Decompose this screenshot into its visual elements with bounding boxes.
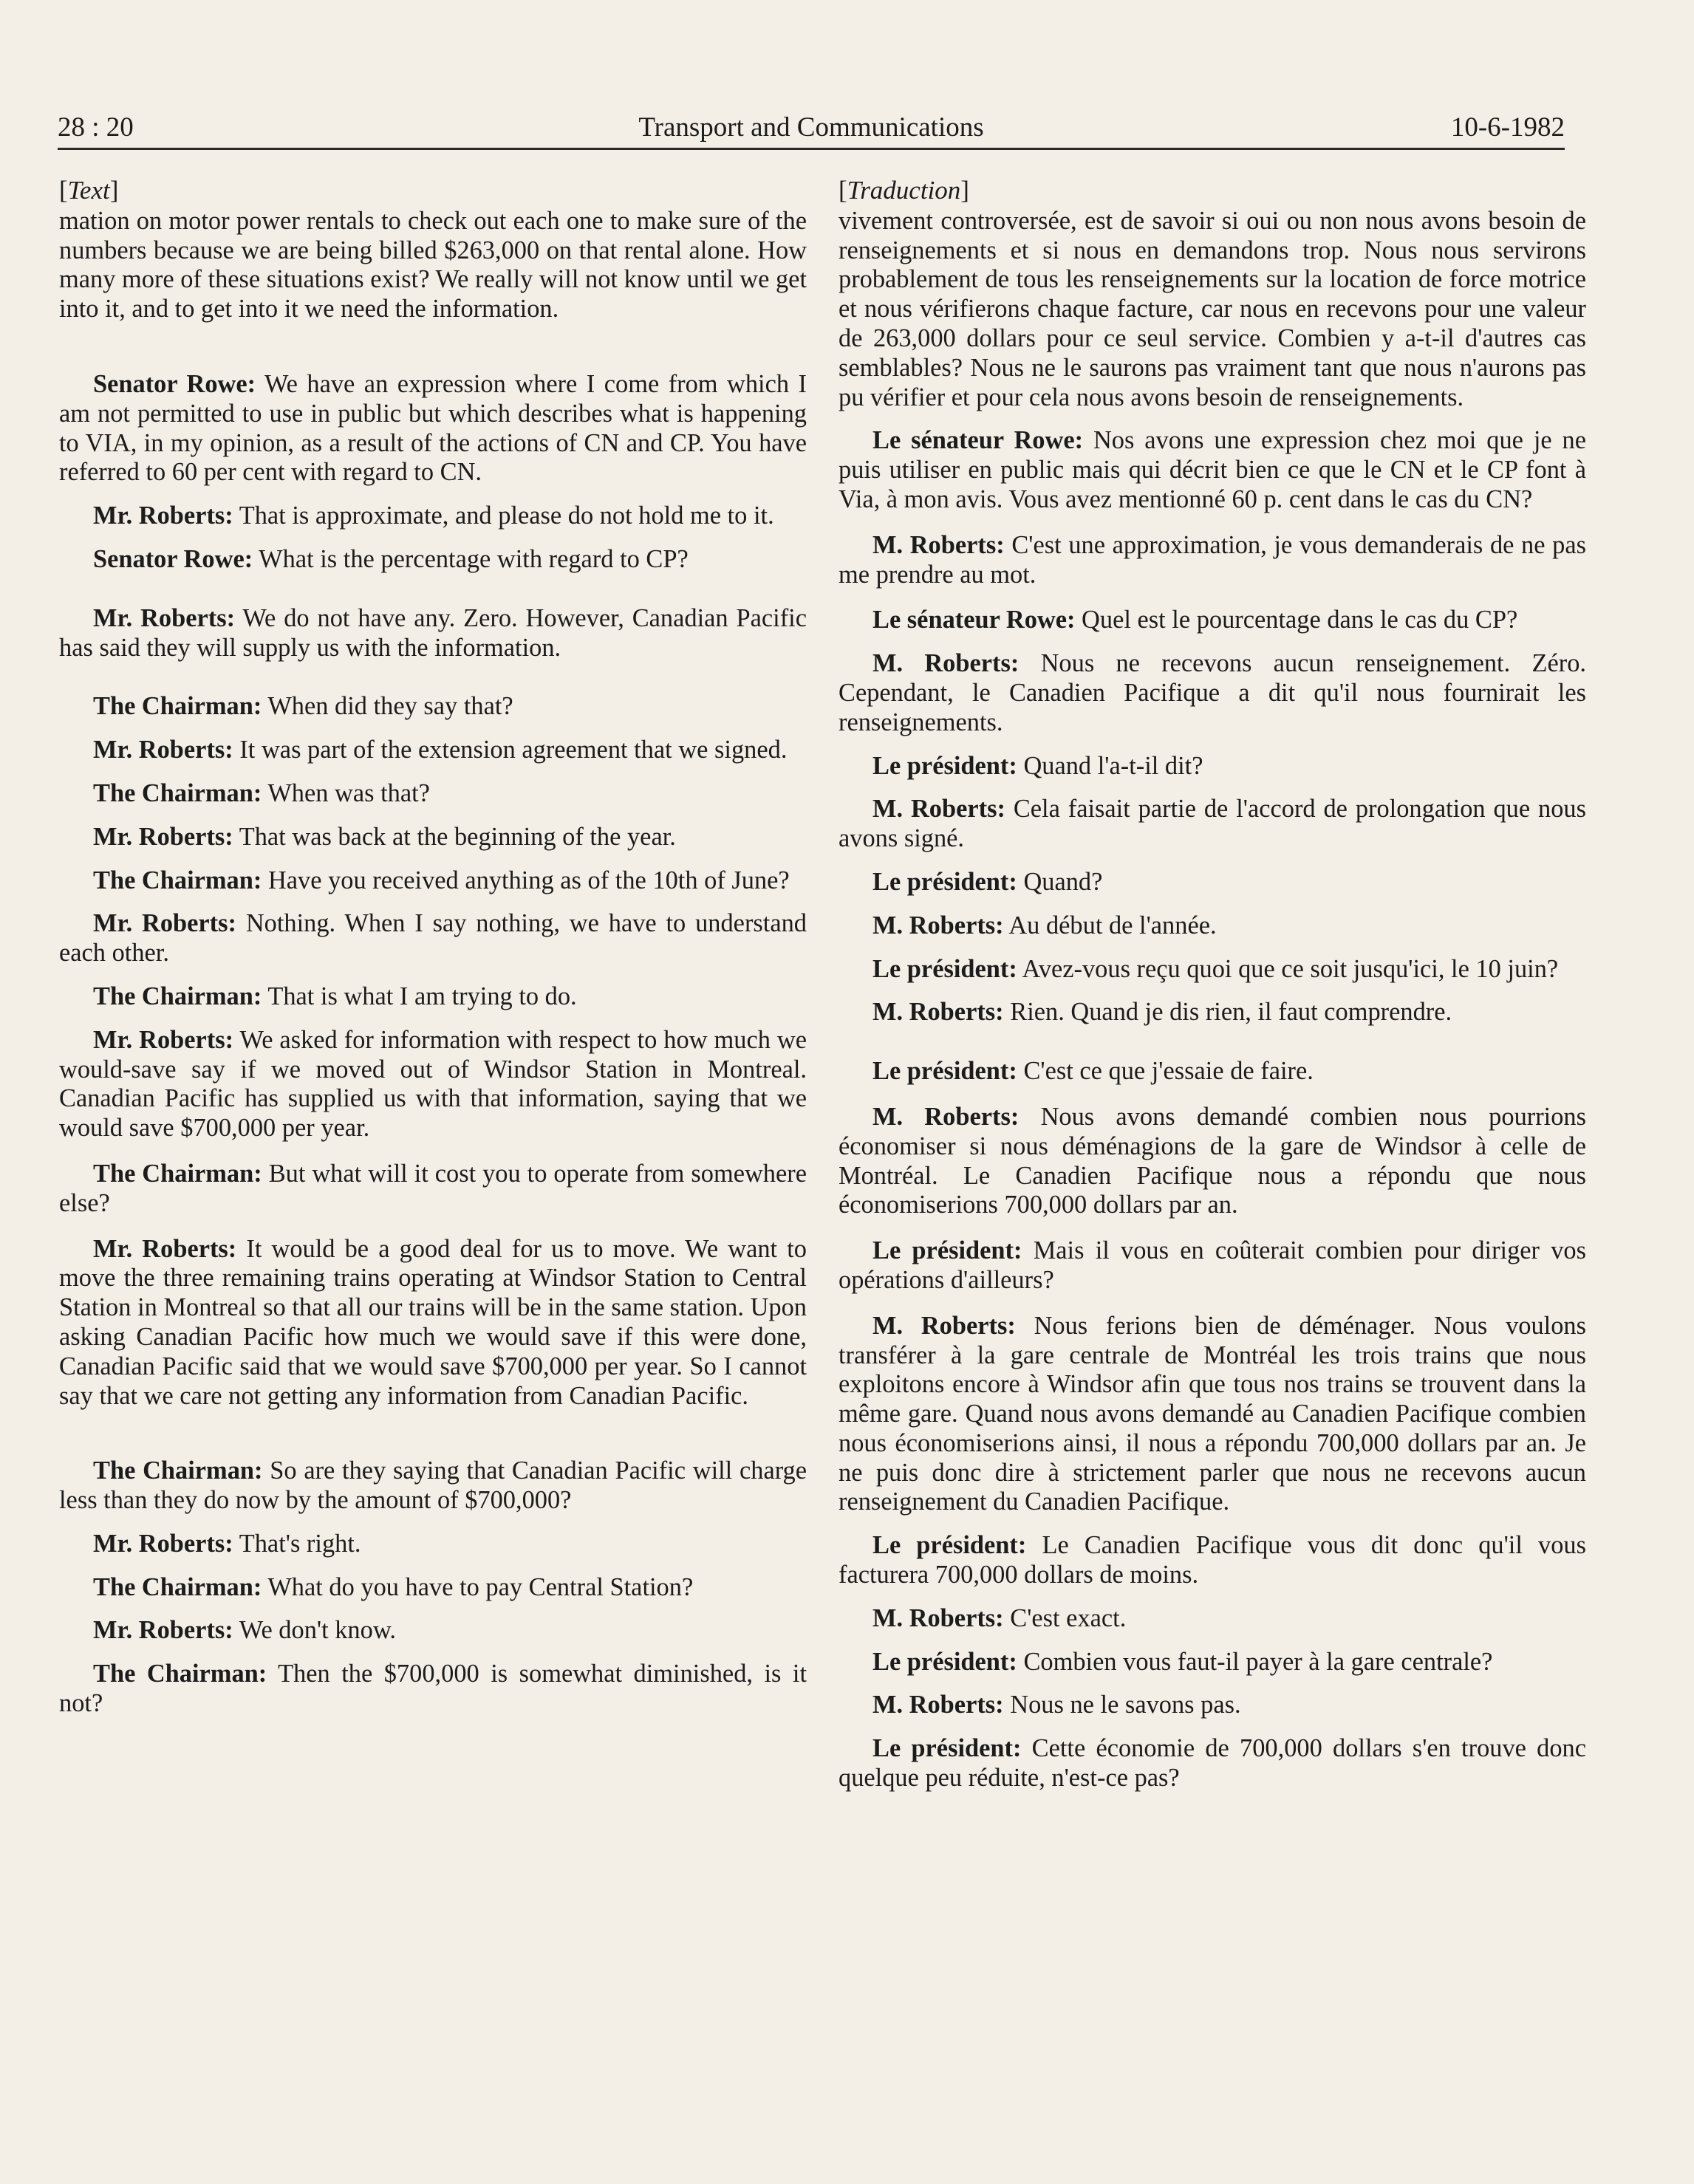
transcript-paragraph xyxy=(59,866,807,896)
transcript-paragraph xyxy=(59,736,807,765)
transcript-paragraph xyxy=(59,909,807,968)
column-tag-french-label: Traduction xyxy=(847,176,961,205)
speaker-name: The Chairman: xyxy=(93,778,262,807)
transcript-paragraph xyxy=(59,982,807,1012)
speaker-name: Mr. Roberts: xyxy=(93,1529,233,1558)
speaker-name: Le président: xyxy=(872,1647,1017,1676)
speaker-name: M. Roberts: xyxy=(872,1102,1020,1131)
transcript-paragraph xyxy=(839,1691,1586,1720)
transcript-paragraph xyxy=(59,1530,807,1559)
transcript-paragraph xyxy=(59,692,807,722)
transcript-paragraph xyxy=(839,1312,1586,1518)
speaker-name: Senator Rowe: xyxy=(93,369,256,398)
transcript-paragraph xyxy=(59,1616,807,1646)
paragraph-text: Nous ne recevons aucun renseignement. Zéro. Cependant, le Canadien Pacifique a dit qu'il nous fournirait les renseignements. xyxy=(839,649,1586,736)
speaker-name: Mr. Roberts: xyxy=(93,1616,233,1645)
transcript-paragraph xyxy=(839,1604,1586,1634)
speaker-name: M. Roberts: xyxy=(872,795,1005,824)
speaker-name: The Chairman: xyxy=(93,692,262,721)
speaker-name: M. Roberts: xyxy=(872,530,1005,559)
english-column xyxy=(59,176,807,1719)
speaker-name: Mr. Roberts: xyxy=(93,1234,237,1263)
paragraph-text: When did they say that? xyxy=(267,692,513,721)
transcript-paragraph xyxy=(839,1734,1586,1793)
transcript-paragraph xyxy=(839,426,1586,514)
speaker-name: M. Roberts: xyxy=(872,998,1004,1027)
paragraph-text: Nous ferions bien de déménager. Nous voulons transférer à la gare centrale de Montréal les trois trains que nous exploitons encore à Windsor afin que tous nos trains se trouvent dans la même gare. Quand nous avons demandé au Canadien Pacifique combien nous économiserions ainsi, il nous a répondu 700,000 dollars par an. Je ne puis donc dire à strictement parler que nous ne recevons aucun renseignement du Canadien Pacifique. xyxy=(839,1311,1586,1516)
transcript-paragraph xyxy=(59,1160,807,1219)
paragraph-text: That was back at the beginning of the year. xyxy=(239,822,676,851)
paragraph-text: C'est une approximation, je vous demanderais de ne pas me prendre au mot. xyxy=(839,530,1586,589)
speaker-name: M. Roberts: xyxy=(872,911,1004,939)
paragraph-text: Nothing. When I say nothing, we have to understand each other. xyxy=(59,909,807,968)
paragraph-text: Quand? xyxy=(1023,867,1103,896)
speaker-name: The Chairman: xyxy=(93,982,262,1010)
transcript-paragraph xyxy=(839,649,1586,737)
speaker-name: The Chairman: xyxy=(93,866,262,894)
paragraph-text: Nous ne le savons pas. xyxy=(1010,1691,1241,1719)
sitting-date: 10-6-1982 xyxy=(1450,112,1565,143)
paragraph-text: vivement controversée, est de savoir si oui ou non nous avons besoin de renseignements et si nous en demandons trop. Nous nous servirons probablement de tous les renseignements sur la location de force motrice et nous vérifierons chaque facture, car nous en recevons pour une valeur de 263,000 dollars pour ce seul service. Combien y a-t-il d'autres cas semblables? Nous ne le saurons pas vraiment tant que nous n'aurons pas pu vérifier et pour cela nous avons besoin de renseignements. xyxy=(839,206,1586,411)
paragraph-text: Le Canadien Pacifique vous dit donc qu'il vous facturera 700,000 dollars de moins. xyxy=(839,1531,1586,1589)
speaker-name: M. Roberts: xyxy=(872,1311,1016,1340)
speaker-name: M. Roberts: xyxy=(872,649,1020,678)
speaker-name: Mr. Roberts: xyxy=(93,909,236,938)
transcript-paragraph xyxy=(59,1573,807,1603)
transcript-paragraph xyxy=(839,606,1586,635)
running-title: Transport and Communications xyxy=(638,112,984,143)
paragraph-text: When was that? xyxy=(267,778,430,807)
speaker-name: Le sénateur Rowe: xyxy=(872,426,1084,455)
page-header xyxy=(58,105,1565,150)
transcript-paragraph xyxy=(839,795,1586,854)
transcript-paragraph xyxy=(839,207,1586,413)
paragraph-text: Rien. Quand je dis rien, il faut comprendre. xyxy=(1010,998,1452,1027)
speaker-name: The Chairman: xyxy=(93,1159,262,1188)
speaker-name: Le président: xyxy=(872,1531,1027,1560)
paragraph-text: Have you received anything as of the 10th of June? xyxy=(267,866,790,894)
paragraph-text: mation on motor power rentals to check out each one to make sure of the numbers because we are being billed $263,000 on that rental alone. How many more of these situations exist? We really will not know until we get into it, and to get into it we need the information. xyxy=(59,206,807,324)
transcript-paragraph xyxy=(839,752,1586,781)
speaker-name: Le président: xyxy=(872,1734,1022,1763)
transcript-paragraph xyxy=(839,1057,1586,1086)
transcript-paragraph xyxy=(59,370,807,487)
transcript-paragraph xyxy=(839,531,1586,590)
paragraph-text: So are they saying that Canadian Pacific will charge less than they do now by the amount of $700,000? xyxy=(59,1456,807,1515)
speaker-name: Le président: xyxy=(872,867,1017,896)
paragraph-text: We asked for information with respect to how much we would-save say if we moved out of Windsor Station in Montreal. Canadian Pacific has supplied us with that information, saying that we would save $700,000 per year. xyxy=(59,1025,807,1143)
paragraph-text: What do you have to pay Central Station? xyxy=(267,1572,694,1601)
column-tag-english: [Text] xyxy=(59,176,119,205)
paragraph-text: It was part of the extension agreement that we signed. xyxy=(239,736,788,764)
paragraph-text: Quand l'a-t-il dit? xyxy=(1023,751,1203,780)
speaker-name: Mr. Roberts: xyxy=(93,736,233,764)
transcript-paragraph xyxy=(839,1236,1586,1295)
paragraph-text: We do not have any. Zero. However, Canadian Pacific has said they will supply us with the information. xyxy=(59,603,807,662)
speaker-name: Mr. Roberts: xyxy=(93,1025,234,1054)
paragraph-text: C'est ce que j'essaie de faire. xyxy=(1023,1057,1314,1086)
paragraph-text: But what will it cost you to operate from somewhere else? xyxy=(59,1159,807,1217)
transcript-paragraph xyxy=(59,604,807,663)
transcript-paragraph xyxy=(59,1235,807,1411)
paragraph-text: That is approximate, and please do not hold me to it. xyxy=(239,502,774,530)
paragraph-text: Avez-vous reçu quoi que ce soit jusqu'ici, le 10 juin? xyxy=(1022,954,1559,983)
speaker-name: M. Roberts: xyxy=(872,1603,1004,1632)
transcript-paragraph xyxy=(839,998,1586,1027)
transcript-paragraph xyxy=(839,911,1586,941)
french-column xyxy=(839,176,1586,1793)
paragraph-text: Quel est le pourcentage dans le cas du CP? xyxy=(1082,606,1518,634)
speaker-name: The Chairman: xyxy=(93,1456,263,1485)
paragraph-text: It would be a good deal for us to move. We want to move the three remaining trains operating at Windsor Station to Central Station in Montreal so that all our trains will be in the same station. Upon asking Canadian Pacific how much we would save if this were done, Canadian Pacific said that we would save $700,000 per year. So I cannot say that we care not getting any information from Canadian Pacific. xyxy=(59,1234,807,1410)
transcript-paragraph xyxy=(59,502,807,531)
transcript-paragraph xyxy=(59,823,807,852)
transcript-paragraph xyxy=(59,1026,807,1143)
page-number: 28 : 20 xyxy=(58,112,134,143)
speaker-name: M. Roberts: xyxy=(872,1691,1004,1719)
transcript-paragraph xyxy=(59,779,807,809)
paragraph-text: Cette économie de 700,000 dollars s'en trouve donc quelque peu réduite, n'est-ce pas? xyxy=(839,1734,1586,1793)
paragraph-text: C'est exact. xyxy=(1010,1603,1127,1632)
speaker-name: Le président: xyxy=(872,1057,1017,1086)
paragraph-text: Mais il vous en coûterait combien pour diriger vos opérations d'ailleurs? xyxy=(839,1236,1586,1294)
column-tag-french: [Traduction] xyxy=(839,176,969,205)
speaker-name: Mr. Roberts: xyxy=(93,822,233,851)
paragraph-text: Then the $700,000 is somewhat diminished, is it not? xyxy=(59,1660,807,1718)
speaker-name: Senator Rowe: xyxy=(93,544,253,573)
transcript-paragraph xyxy=(59,207,807,324)
transcript-paragraph xyxy=(839,868,1586,897)
speaker-name: The Chairman: xyxy=(93,1572,262,1601)
paragraph-text: What is the percentage with regard to CP? xyxy=(259,544,689,573)
paragraph-text: Cela faisait partie de l'accord de prolongation que nous avons signé. xyxy=(839,795,1587,853)
paragraph-text: That is what I am trying to do. xyxy=(267,982,577,1010)
transcript-paragraph xyxy=(839,1103,1586,1220)
paragraph-text: That's right. xyxy=(239,1529,361,1558)
speaker-name: Le président: xyxy=(872,751,1017,780)
transcript-paragraph xyxy=(59,1660,807,1719)
speaker-name: Mr. Roberts: xyxy=(93,603,236,632)
transcript-paragraph xyxy=(59,1456,807,1516)
column-tag-english-label: Text xyxy=(67,176,110,205)
transcript-paragraph xyxy=(839,1648,1586,1677)
speaker-name: Le président: xyxy=(872,954,1017,983)
transcript-paragraph xyxy=(59,545,807,575)
paragraph-text: Combien vous faut-il payer à la gare centrale? xyxy=(1023,1647,1493,1676)
speaker-name: The Chairman: xyxy=(93,1660,267,1688)
speaker-name: Le président: xyxy=(872,1236,1022,1265)
paragraph-text: We don't know. xyxy=(239,1616,397,1645)
speaker-name: Mr. Roberts: xyxy=(93,502,233,530)
paragraph-text: Nous avons demandé combien nous pourrions économiser si nous déménagions de la gare de Windsor à celle de Montréal. Le Canadien Pacifique nous a répondu que nous économiserions 700,000 dollars par an. xyxy=(839,1102,1587,1219)
transcript-paragraph xyxy=(839,1531,1586,1590)
paragraph-text: Nos avons une expression chez moi que je ne puis utiliser en public mais qui décrit bien ce que le CN et le CP font à Via, à mon avis. Vous avez mentionné 60 p. cent dans le cas du CN? xyxy=(839,426,1587,513)
transcript-paragraph xyxy=(839,955,1586,985)
paragraph-text: Au début de l'année. xyxy=(1008,911,1217,939)
speaker-name: Le sénateur Rowe: xyxy=(872,606,1076,634)
paragraph-text: We have an expression where I come from which I am not permitted to use in public but which describes what is happening to VIA, in my opinion, as a result of the actions of CN and CP. You have referred to 60 per cent with regard to CN. xyxy=(59,369,807,487)
